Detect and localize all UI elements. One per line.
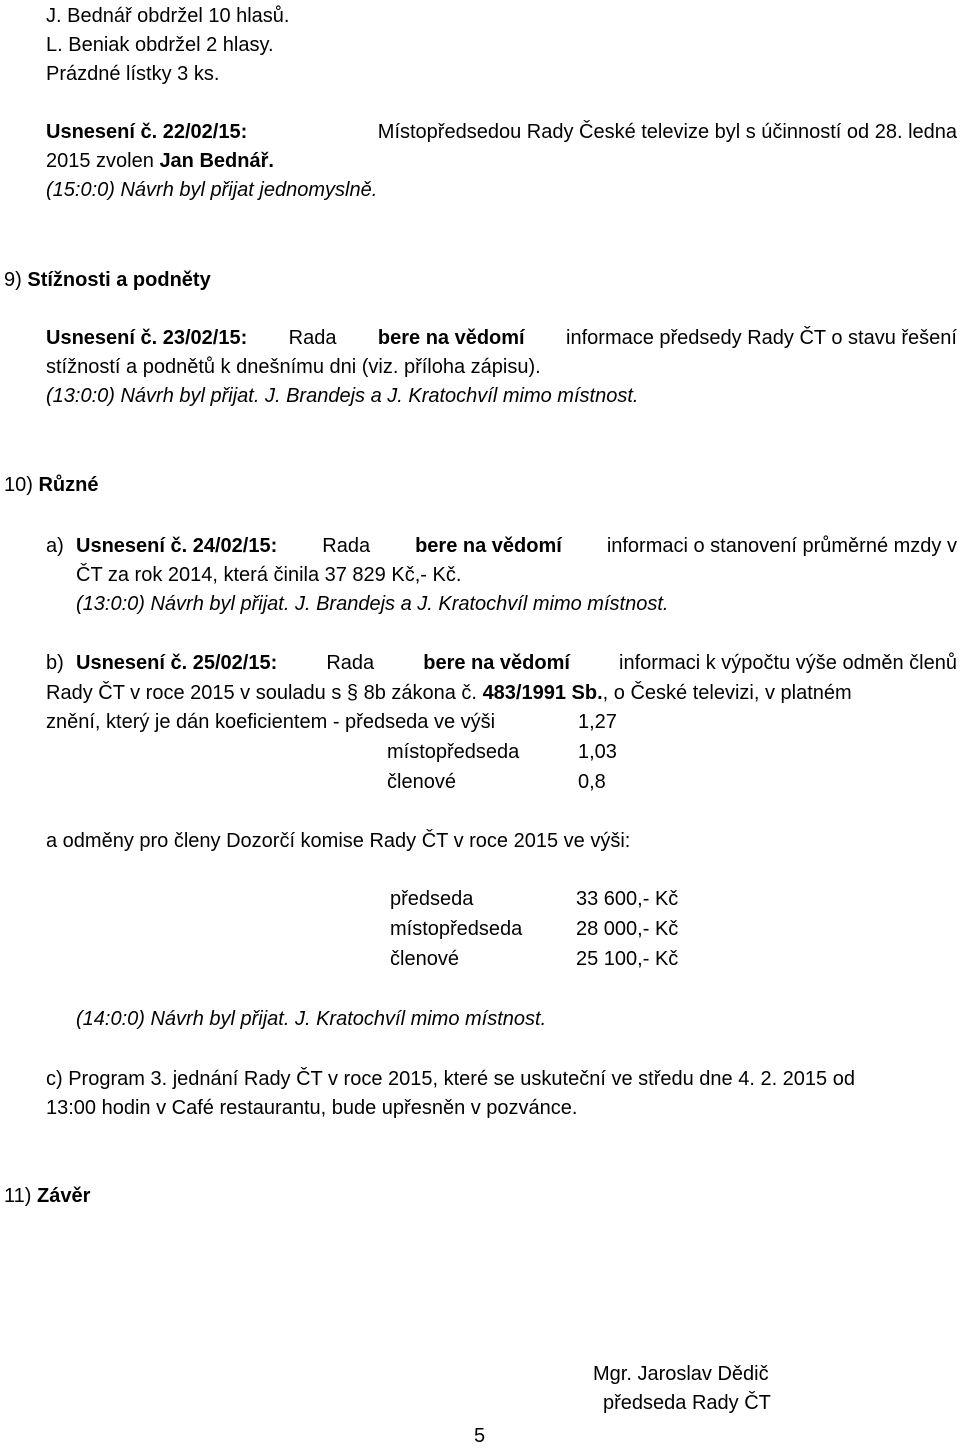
coef-value: 1,27 [578, 711, 617, 733]
resolution-25-law: 483/1991 Sb. [482, 682, 603, 704]
coef-role: místopředseda [387, 741, 520, 763]
resolution-22-name: Jan Bednář. [159, 150, 274, 172]
resolution-25-verb: bere na vědomí [423, 652, 570, 674]
item-a-prefix: a) [46, 535, 64, 557]
section-9-title: Stížnosti a podněty [27, 269, 211, 291]
coef-value: 1,03 [578, 741, 617, 763]
resolution-23-line1 [46, 326, 957, 350]
section-9-heading [4, 268, 211, 292]
reward-amount: 33 600,- Kč [576, 888, 679, 910]
resolution-24-w3: informaci o stanovení průměrné mzdy v [606, 535, 957, 557]
section-11-title: Závěr [36, 1185, 91, 1207]
reward-amount: 28 000,- Kč [576, 918, 679, 940]
vote-result-bednar: J. Bednář obdržel 10 hlasů. [46, 5, 290, 27]
section-9-number: 9) [4, 269, 22, 291]
coef-role: členové [387, 771, 456, 793]
resolution-22-line1 [46, 120, 957, 144]
resolution-25-line1 [76, 651, 957, 675]
resolution-23-label: Usnesení č. 23/02/15: [46, 327, 248, 349]
page-number: 5 [474, 1425, 486, 1447]
signature-name: Mgr. Jaroslav Dědič [593, 1363, 769, 1385]
resolution-22-vote: (15:0:0) Návrh byl přijat jednomyslně. [46, 179, 378, 201]
resolution-22-label: Usnesení č. 22/02/15: [46, 121, 248, 143]
resolution-25-line2c: , o České televizi, v platném [602, 682, 852, 704]
resolution-25-w1: Rada [326, 652, 375, 674]
resolution-22-text: Místopředsedou Rady České televize byl s účinností od 28. ledna [377, 121, 957, 143]
resolution-24-line1 [76, 534, 957, 558]
resolution-23-verb: bere na vědomí [377, 327, 525, 349]
reward-role: předseda [390, 888, 474, 910]
resolution-24-w1: Rada [322, 535, 371, 557]
coef-value: 0,8 [578, 771, 606, 793]
resolution-23-w3: informace předsedy Rady ČT o stavu řešení [566, 327, 957, 349]
resolution-23-vote: (13:0:0) Návrh byl přijat. J. Brandejs a J. Kratochvíl mimo místnost. [46, 385, 639, 407]
resolution-23-w1: Rada [288, 327, 337, 349]
reward-role: členové [390, 948, 459, 970]
signature-role: předseda Rady ČT [603, 1392, 771, 1414]
vote-result-beniak: L. Beniak obdržel 2 hlasy. [46, 34, 274, 56]
resolution-25-line2a: Rady ČT v roce 2015 v souladu s § 8b zákona č. [46, 682, 477, 704]
resolution-24-label: Usnesení č. 24/02/15: [76, 535, 278, 557]
resolution-25-line3: znění, který je dán koeficientem - předseda ve výši [46, 711, 496, 733]
resolution-22-line2 [46, 149, 274, 173]
resolution-24-vote: (13:0:0) Návrh byl přijat. J. Brandejs a J. Kratochvíl mimo místnost. [76, 593, 669, 615]
section-11-number: 11) [4, 1185, 32, 1207]
reward-amount: 25 100,- Kč [576, 948, 679, 970]
section-10-title: Různé [38, 474, 99, 496]
item-b-prefix: b) [46, 652, 64, 674]
resolution-24-line2: ČT za rok 2014, která činila 37 829 Kč,- Kč. [76, 564, 462, 586]
vote-result-blank: Prázdné lístky 3 ks. [46, 63, 220, 85]
item-c-line2: 13:00 hodin v Café restaurantu, bude upřesněn v pozvánce. [46, 1097, 578, 1119]
section-11-heading [4, 1184, 90, 1208]
resolution-25-vote: (14:0:0) Návrh byl přijat. J. Kratochvíl mimo místnost. [76, 1008, 547, 1030]
resolution-23-line2: stížností a podnětů k dnešnímu dni (viz. příloha zápisu). [46, 356, 541, 378]
resolution-25-label: Usnesení č. 25/02/15: [76, 652, 278, 674]
section-10-heading [4, 473, 98, 497]
resolution-25-line2 [46, 681, 852, 705]
reward-role: místopředseda [390, 918, 523, 940]
commission-intro: a odměny pro členy Dozorčí komise Rady ČT v roce 2015 ve výši: [46, 830, 631, 852]
resolution-22-text-b: 2015 zvolen [46, 150, 154, 172]
resolution-24-verb: bere na vědomí [415, 535, 562, 557]
item-c-line1: c) Program 3. jednání Rady ČT v roce 2015, které se uskuteční ve středu dne 4. 2. 2015 od [46, 1068, 855, 1090]
section-10-number: 10) [4, 474, 33, 496]
resolution-25-w3: informaci k výpočtu výše odměn členů [619, 652, 957, 674]
